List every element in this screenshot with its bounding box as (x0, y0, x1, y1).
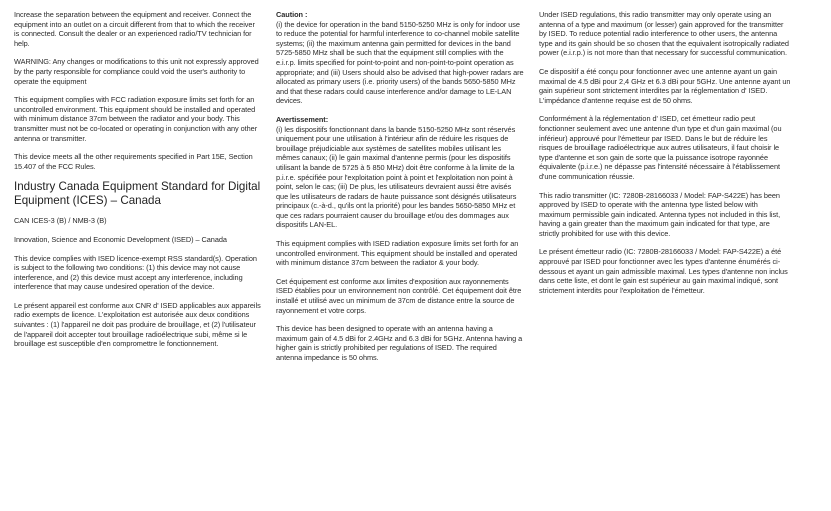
avertissement-body: (i) les dispositifs fonctionnant dans la bande 5150-5250 MHz sont réservés uniquement pour une utilisation à l'intérieur afin de réduire les risques de brouillage préjudiciable aux systèmes de satellites mobiles utilisant les mêmes canaux; (ii) le gain maximal d'antenne permis (pour les dispositifs utilisant la bande de 5725 à 5 850 MHz) doit être conforme à la limite de la p.i.r.e. spécifiée pour l'exploitation point à point et l'exploitation non point à point, selon le cas; (iii) De plus, les utilisateurs devraient aussi être avisés que les utilisateurs de radars de haute puissance sont désignés utilisateurs principaux (c.-à-d., qu'ils ont la priorité) pour les bandes 5650-5850 MHz et que ces radars pourraient causer du brouillage et/ou des dommages aux dispositifs LAN-EL. (276, 124, 517, 230)
fcc-interference-remedies: Increase the separation between the equipment and receiver. Connect the equipment into an outlet on a circuit different from that to which the receiver is connected. Consult the dealer or an experienced radio/TV technician for help. (14, 10, 255, 48)
ised-radiation-exposure-en: This equipment complies with ISED radiation exposure limits set forth for an uncontrolled environment. This equipment should be installed and operated with minimum distance 37cm between the radiator & your body. (276, 239, 519, 268)
transmitter-approval-en: This radio transmitter (IC: 7280B-28166033 / Model: FAP-S422E) has been approved by ISED to operate with the antenna type listed below with maximum permissible gain indicated. Antenna types not included in this list, having a gain greater than the maximum gain indicated for that type, are strictly prohibited for use with this device. (539, 190, 781, 238)
fcc-radiation-exposure: This equipment complies with FCC radiation exposure limits set forth for an uncontrolled environment. This equipment should be installed and operated with minimum distance 37cm between the radiator and your body. This transmitter must not be co-located or operating in conjunction with any other antenna or transmitter. (14, 95, 258, 143)
avertissement-title: Avertissement: (276, 114, 329, 124)
column-right (539, 10, 791, 304)
fcc-part15e-note: This device meets all the other requirements specified in Part 15E, Section 15.407 of the FCC Rules. (14, 152, 253, 171)
ised-radiation-exposure-fr: Cet équipement est conforme aux limites d'exposition aux rayonnements ISED établies pour un environnement non contrôlé. Cet équipement doit être installé et utilisé avec un minimum de 37cm de distance entre la source de rayonnement et votre corps. (276, 276, 522, 315)
ised-rss-compliance-fr: Le présent appareil est conforme aux CNR d' ISED applicables aux appareils radio exempts de licence. L'exploitation est autorisée aux deux conditions suivantes : (1) l'appareil ne doit pas produire de brouillage, et (2) l'utilisateur de l'appareil doit accepter tout brouillage radioélectrique subi, même si le brouillage est susceptible d'en compromettre le fonctionnement. (14, 300, 261, 349)
ices-class: CAN ICES-3 (B) / NMB-3 (B) (14, 216, 107, 226)
ised-rss-compliance-en: This device complies with ISED licence-exempt RSS standard(s). Operation is subject to the following two conditions: (1) this device may not cause interference, and (2) this device must accept any interference, including interference that may cause undesired operation of the device. (14, 253, 257, 292)
ices-heading: Industry Canada Equipment Standard for Digital Equipment (ICES) – Canada (14, 180, 261, 208)
ised-antenna-regulation-fr: Conformément à la réglementation d' ISED, cet émetteur radio peut fonctionner seulement avec une antenne d'un type et d'un gain maximal (ou inférieur) approuvé pour l'émetteur par ISED. Dans le but de réduire les risques de brouillage radioélectrique aux autres utilisateurs, il faut choisir le type d'antenne et son gain de sorte que la puissance isotrope rayonnée équivalente (p.i.r.e.) ne dépasse pas l'intensité nécessaire à l'établissement d'une communication réussie. (539, 114, 782, 181)
antenna-gain-en: This device has been designed to operate with an antenna having a maximum gain of 4.5 dBi for 2.4GHz and 6.3 dBi for 5GHz. Antenna having a higher gain is strictly prohibited per regulations of ISED. The required antenna impedance is 50 ohms. (276, 324, 523, 362)
transmitter-approval-fr: Le présent émetteur radio (IC: 7280B-28166033 / Model: FAP-S422E) a été approuvé par ISED pour fonctionner avec les types d'antenne énumérés ci-dessous et ayant un gain admissible maximal. Les types d'antenne non inclus dans cette liste, et dont le gain est supérieur au gain maximal indiqué, sont strictement interdits pour l'exploitation de l'émetteur. (539, 247, 788, 295)
ised-antenna-regulation-en: Under ISED regulations, this radio transmitter may only operate using an antenna of a type and maximum (or lesser) gain approved for the transmitter by ISED. To reduce potential radio interference to other users, the antenna type and its gain should be so chosen that the equivalent isotropically radiated power (e.i.r.p.) is not more than that necessary for successful communication. (539, 10, 789, 58)
antenna-gain-fr: Ce dispositif a été conçu pour fonctionner avec une antenne ayant un gain maximal de 4.5 dBi pour 2,4 GHz et 6.3 dBi pour 5GHz. Une antenne ayant un gain supérieur sont strictement interdites par la réglementation d' ISED. L'impédance d'antenne requise est de 50 ohms. (539, 66, 791, 105)
caution-body: (i) the device for operation in the band 5150-5250 MHz is only for indoor use to reduce the potential for harmful interference to co-channel mobile satellite systems; (ii) the maximum antenna gain permitted for devices in the band 5725-5850 MHz shall be such that the equipment still complies with the e.i.r.p. limits specified for point-to-point and non-point-to-point operation as appropriate; and (iii) Users should also be advised that high-power radars are allocated as primary users (i.e. priority users) of the bands 5650-5850 MHz and that these radars could cause interference and/or damage to LE-LAN devices. (276, 19, 524, 106)
caution-title: Caution : (276, 10, 308, 19)
column-left (14, 10, 262, 358)
fcc-warning: WARNING: Any changes or modifications to this unit not expressly approved by the party responsible for compliance could void the user's authority to operate the equipment (14, 57, 259, 86)
column-middle (276, 10, 524, 372)
ised-title: Innovation, Science and Economic Development (ISED) – Canada (14, 234, 227, 244)
